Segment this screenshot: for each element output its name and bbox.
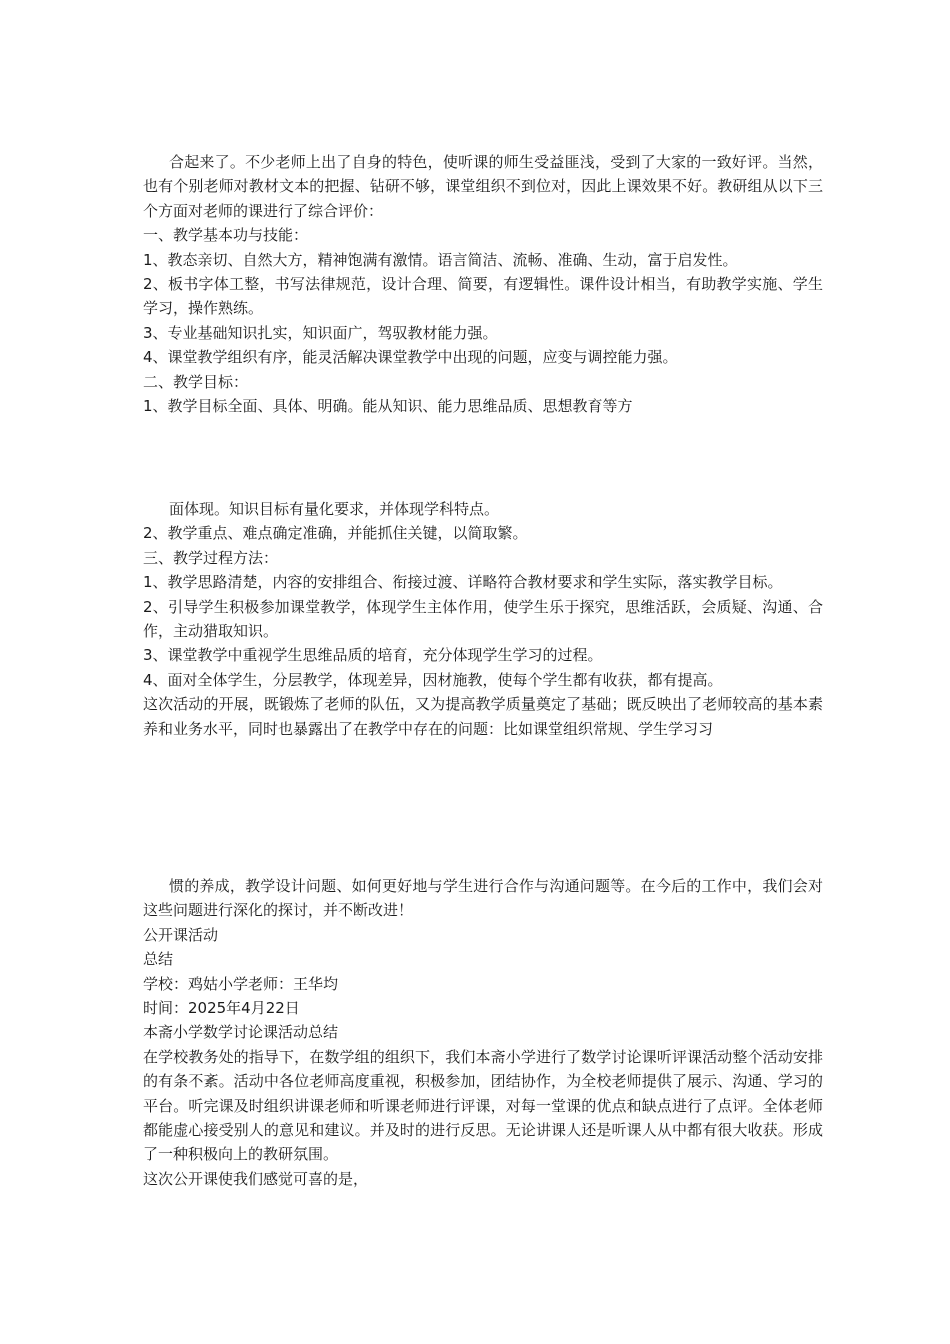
document-title-line: 公开课活动 xyxy=(143,925,219,944)
paragraph: 合起来了。不少老师上出了自身的特色，使听课的师生受益匪浅，受到了大家的一致好评。当然，也有个别老师对教材文本的把握、钻研不够，课堂组织不到位对，因此上课效果不好。教研组从以下三个方面对老师的课进行了综合评价： xyxy=(143,153,823,220)
list-item: 1、教学目标全面、具体、明确。能从知识、能力思维品质、思想教育等方 xyxy=(143,397,633,416)
list-item: 2、教学重点、难点确定准确，并能抓住关键，以简取繁。 xyxy=(143,524,528,543)
paragraph: 面体现。知识目标有量化要求，并体现学科特点。 xyxy=(169,500,500,518)
subtitle-line: 本斋小学数学讨论课活动总结 xyxy=(143,1023,339,1042)
list-item: 3、专业基础知识扎实，知识面广，驾驭教材能力强。 xyxy=(143,323,498,342)
school-teacher-line: 学校：鸡姑小学老师：王华均 xyxy=(143,974,339,993)
section-heading: 三、教学过程方法： xyxy=(143,548,279,567)
list-item: 2、引导学生积极参加课堂教学，体现学生主体作用，使学生乐于探究，思维活跃，会质疑、沟通、合作，主动猎取知识。 xyxy=(143,597,823,641)
text-block-1 xyxy=(143,150,823,418)
list-item: 3、课堂教学中重视学生思维品质的培育，充分体现学生学习的过程。 xyxy=(143,646,603,665)
list-item: 4、课堂教学组织有序，能灵活解决课堂教学中出现的问题，应变与调控能力强。 xyxy=(143,348,678,367)
paragraph: 在学校教务处的指导下，在数学组的组织下，我们本斋小学进行了数学讨论课听评课活动整个活动安排的有条不紊。活动中各位老师高度重视，积极参加，团结协作，为全校老师提供了展示、沟通、学习的平台。听完课及时组织讲课老师和听课老师进行评课，对每一堂课的优点和缺点进行了点评。全体老师都能虚心接受别人的意见和建议。并及时的进行反思。无论讲课人还是听课人从中都有很大收获。形成了一种积极向上的教研氛围。 xyxy=(143,1047,823,1164)
list-item: 2、板书字体工整，书写法律规范，设计合理、简要，有逻辑性。课件设计相当，有助教学实施、学生学习，操作熟练。 xyxy=(143,275,823,318)
section-heading: 一、教学基本功与技能： xyxy=(143,226,309,245)
document-title-line: 总结 xyxy=(143,950,174,969)
list-item: 1、教态亲切、自然大方，精神饱满有激情。语言简洁、流畅、准确、生动，富于启发性。 xyxy=(143,250,738,269)
text-block-3 xyxy=(143,874,823,1191)
paragraph: 这次公开课使我们感觉可喜的是， xyxy=(143,1169,369,1188)
list-item: 4、面对全体学生，分层教学，体现差异，因材施教，使每个学生都有收获，都有提高。 xyxy=(143,670,723,689)
section-heading: 二、教学目标： xyxy=(143,372,249,391)
date-line: 时间：2025年4月22日 xyxy=(143,999,300,1018)
paragraph: 这次活动的开展，既锻炼了老师的队伍，又为提高教学质量奠定了基础；既反映出了老师较高的基本素养和业务水平，同时也暴露出了在教学中存在的问题：比如课堂组织常规、学生学习习 xyxy=(143,695,823,738)
paragraph: 惯的养成，教学设计问题、如何更好地与学生进行合作与沟通问题等。在今后的工作中，我们会对这些问题进行深化的探讨，并不断改进！ xyxy=(143,877,823,920)
text-block-2 xyxy=(143,497,823,741)
list-item: 1、教学思路清楚，内容的安排组合、衔接过渡、详略符合教材要求和学生实际，落实教学目标。 xyxy=(143,573,783,592)
